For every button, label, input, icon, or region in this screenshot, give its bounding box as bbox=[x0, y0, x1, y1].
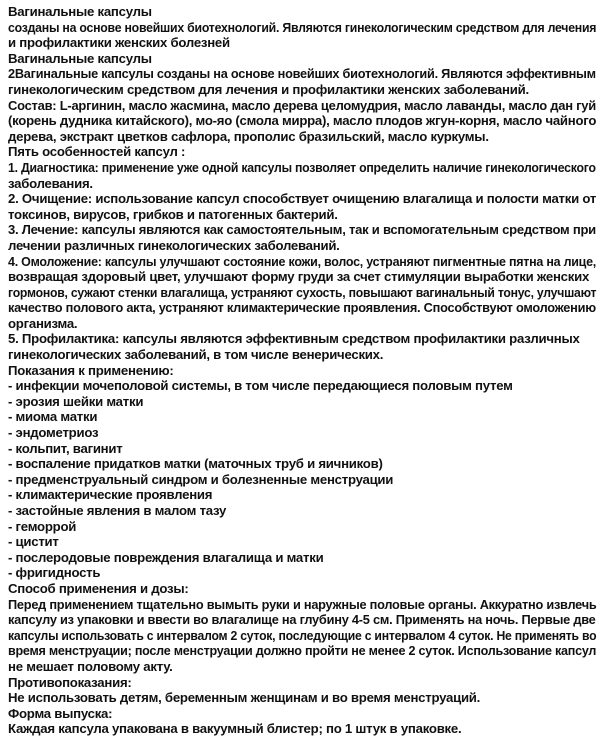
document-line: токсинов, вирусов, грибков и патогенных бактерий. bbox=[8, 206, 338, 222]
document-line: - фригидность bbox=[8, 565, 101, 581]
document-line: - эрозия шейки матки bbox=[8, 393, 144, 409]
document-line: гормонов, сужают стенки влагалища, устраняют сухость, повышают вагинальный тонус, улучшают bbox=[8, 284, 597, 300]
document-line: организма. bbox=[8, 315, 78, 331]
document-line: 1. Диагностика: применение уже одной капсулы позволяет определить наличие гинекологического bbox=[8, 159, 596, 175]
document-line: Каждая капсула упакована в вакуумный блистер; по 1 штук в упаковке. bbox=[8, 721, 462, 737]
document-line: Вагинальные капсулы bbox=[8, 50, 152, 66]
document-line: и профилактики женских болезней bbox=[8, 35, 230, 51]
document-line: гинекологических заболеваний, в том числе венерических. bbox=[8, 347, 384, 363]
document-line: - климактерические проявления bbox=[8, 487, 213, 503]
document-line: - инфекции мочеполовой системы, в том числе передающиеся половым путем bbox=[8, 378, 513, 394]
document-line: - миома матки bbox=[8, 409, 98, 425]
document-line: - цистит bbox=[8, 534, 59, 550]
document-line: 4. Омоложение: капсулы улучшают состояние кожи, волос, устраняют пигментные пятна на лице, bbox=[8, 253, 597, 269]
document-line: время менструации; после менструации должно пройти не менее 2 суток. Использование капсул bbox=[8, 643, 597, 659]
document-line: 2. Очищение: использование капсул способствует очищению влагалища и полости матки от bbox=[8, 191, 597, 207]
document-line: Вагинальные капсулы bbox=[8, 4, 152, 19]
document-line: - застойные явления в малом тазу bbox=[8, 503, 227, 518]
document-line: (корень дудника китайского), мо-яо (смола мирра), масло плодов жгун-корня, масло чайного bbox=[8, 113, 597, 129]
document-line: дерева, экстракт цветков сафлора, прополис бразильский, масло куркумы. bbox=[8, 128, 489, 144]
document-line: 5. Профилактика: капсулы являются эффективным средством профилактики различных bbox=[8, 331, 580, 347]
document-line: - кольпит, вагинит bbox=[8, 440, 123, 456]
document-line: гинекологическим средством для лечения и профилактики женских заболеваний. bbox=[8, 81, 529, 97]
document-line: лечении различных гинекологических заболеваний. bbox=[8, 237, 340, 253]
document-line: Показания к применению: bbox=[8, 362, 174, 378]
document-line: капсулу из упаковки и ввести во влагалище на глубину 4-5 см. Применять на ночь. Первые две bbox=[8, 612, 596, 628]
document-line: заболевания. bbox=[8, 175, 93, 191]
document-line: качество полового акта, устраняют климактерические проявления. Способствуют омоложению bbox=[8, 300, 596, 316]
document-line: - послеродовые повреждения влагалища и матки bbox=[8, 549, 324, 565]
document-line: Противопоказания: bbox=[8, 674, 132, 690]
document-line: созданы на основе новейших биотехнологий. Являются гинекологическим средством для лечения bbox=[8, 19, 597, 35]
document-line: возвращая здоровый цвет, улучшают форму груди за счет стимуляции выработки женских bbox=[8, 269, 590, 285]
document-line: Способ применения и дозы: bbox=[8, 580, 189, 596]
document-line: Перед применением тщательно вымыть руки и наружные половые органы. Аккуратно извлечь bbox=[8, 596, 597, 612]
document-line: Не использовать детям, беременным женщинам и во время менструаций. bbox=[8, 690, 481, 706]
document-line: - воспаление придатков матки (маточных труб и яичников) bbox=[8, 456, 383, 472]
document-line: - геморрой bbox=[8, 518, 77, 534]
document-line: - предменструальный синдром и болезненные менструации bbox=[8, 471, 394, 487]
document-line: Форма выпуска: bbox=[8, 705, 113, 721]
document-text bbox=[8, 4, 596, 737]
document-line: 3. Лечение: капсулы являются как самостоятельным, так и вспомогательным средством при bbox=[8, 222, 596, 238]
document-line: 2Вагинальные капсулы созданы на основе новейших биотехнологий. Являются эффективным bbox=[8, 66, 596, 82]
document-line: - эндометриоз bbox=[8, 425, 99, 441]
document-line: не мешает половому акту. bbox=[8, 658, 173, 674]
document-line: капсулы использовать с интервалом 2 суток, последующие с интервалом 4 суток. Не применять во bbox=[8, 627, 597, 643]
document-line: Состав: L-аргинин, масло жасмина, масло дерева целомудрия, масло лаванды, масло дан гуй bbox=[8, 97, 596, 113]
document-line: Пять особенностей капсул : bbox=[8, 144, 186, 160]
